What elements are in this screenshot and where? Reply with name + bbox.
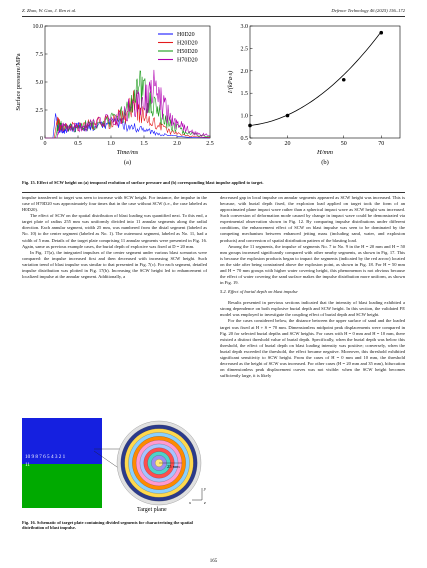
segment-11-label: 11 [25,462,30,468]
page-number: 165 [209,559,218,564]
y-tick-label: 2.5 [35,108,43,114]
axis-x-label: x [189,500,191,505]
figure-16 [22,418,210,513]
x-tick-label: 0 [248,141,252,147]
y-tick-label: 0.5 [240,136,248,142]
axis-y-label: y [204,486,206,491]
section-heading: 5.2. Effect of burial depth on blast impulse [220,289,298,295]
paragraph: Among the 11 segments, the impulse of segments No. 7 to No. 9 in the H = 20 mm and H = 50 mm groups increased significantly compared with other nearby segments, as shown in Fig. 17. This is because the explosion products began to impact the segments (indicated by the red arrow) located on the side after being constrained above the explosion point, as shown in Fig. 18. For H = 50 mm and H = 70 mm groups with higher water covering height, this phenomenon is not obvious because the effect of water covering the sand surface makes the impulse distribution more uniform, as shown in Fig. 19. [220,243,405,286]
x-axis-label: H/mm [317,149,333,156]
figure-16-caption: Fig. 16. Schematic of target plate containing divided segments for characterizing the spatial distribution of blast impulse. [22,520,193,531]
y-tick-label: 1.5 [240,91,248,98]
x-tick-label: 1.5 [140,141,148,147]
chart-a [10,22,220,166]
x-tick-label: 0.5 [74,141,82,147]
y-tick-label: 1.0 [240,113,248,120]
x-axis-label: Time/ms [116,149,139,156]
legend-label: H50D20 [177,49,198,56]
data-point [286,114,290,118]
y-tick-label: 2.0 [240,68,248,75]
data-point [342,78,346,82]
axis-z-label: z [204,500,206,505]
x-tick-label: 2.5 [206,141,214,147]
panel-label: (a) [123,159,132,166]
y-tick-label: 3.0 [240,24,248,30]
paragraph: For the cases considered below, the distance between the upper surface of sand and the loaded target was fixed at H + S = 70 mm. Dimensionless midpoint peak displacements were compared in Fig. 20 for selected burial depths and SCW heights. For cases with H = 0 mm and H = 10 mm, there existed a distinct threshold value of burial depth. Specifically, when the burial depth was below this threshold, the effect of burial depth on blast loading intensity was positive; conversely, when the burial depth exceeded the threshold, the effect became negative. Moreover, this threshold exhibited significant sensitivity to SCW height. From the cases of H = 0 mm and 10 mm, the threshold decreased as the height of SCW was increased. For other cases (H = 20 mm and 35 mm), bifurcation on dimensionless peak displacement curves was not visible: when the SCW height becomes sufficiently large, it is likely [220,318,405,379]
y-axis-label: Surface pressure/MPa [15,53,22,111]
chart-b [222,22,412,166]
data-point [248,124,252,128]
scale-label: 25 mm [167,464,180,469]
x-tick-label: 1.0 [107,141,115,147]
left-column-text [22,195,207,280]
running-header-left: Z. Zhao, W. Gao, J. Ren et al. [22,8,77,13]
x-tick-label: 20 [284,141,291,147]
running-header-right: Defence Technology 46 (2025) 156–172 [331,8,405,13]
plot-frame [250,26,400,138]
right-column-text [220,195,405,379]
y-tick-label: 5.0 [35,80,43,86]
x-tick-label: 2.0 [173,141,181,147]
paragraph: Results presented in previous sections indicated that the intensity of blast loading exhibited a strong dependence on both explosive burial depth and SCW height. In this section, the validated FE model was employed to investigate the coupling effect of burial depth and SCW height. [220,300,405,318]
paragraph: impulse transferred to target was seen to increase with SCW height. For instance, the impulse in the case of H70D20 was approximately four times that in the case without SCW (i.e., the case labeled as H0D20). [22,195,207,213]
header-rule [22,16,405,17]
y-tick-label: 2.5 [240,46,248,53]
y-tick-label: 7.5 [35,52,43,58]
x-tick-label: 50 [340,141,347,147]
caption-rule [22,192,405,193]
fit-curve [250,32,381,126]
panel-label: (b) [321,159,329,166]
figure-15-caption: Fig. 15. Effect of SCW height on (a) temporal evolution of surface pressure and (b) corresponding blast impulse applied to target. [22,180,264,185]
y-tick-label: 0 [40,136,43,142]
legend-label: H0D20 [177,32,195,39]
x-tick-label: 0 [43,141,47,147]
x-tick-label: 70 [378,141,385,147]
legend-label: H70D20 [177,57,198,64]
paragraph: In Fig. 17(a), the integrated impulses of the center segment under various blast scenarios were compared: the impulse increased first and then decreased with increasing SCW height. Such variation trend of blast impulse was similar to that presented in Fig. 7(c). For each segment, detailed impulse distribution was plotted in Fig. 17(b). Increasing the SCW height led to enhancement of localized impulse at the annular segment. Additionally, a [22,249,207,280]
y-axis-label: I/(kPa·s) [227,70,234,94]
target-plane-label: Target plane [137,507,167,513]
y-tick-label: 10.0 [32,24,43,30]
data-point [379,31,383,35]
segment-numbers: 10 9 8 7 6 5 4 3 2 1 [25,454,66,460]
paragraph: The effect of SCW on the spatial distribution of blast loading was quantified next. To this end, a target plate of radius 255 mm was uniformly divided into 11 annular segments along the radial direction. Each annular segment, width 25 mm, was numbered from the distal segment (labeled as No. 10) to the center segment (labeled as No. 1). The outermost segment, labeled as No. 11, had a width of 5 mm. Details of the target plate comprising 11 annular segments were presented in Fig. 16. Again, same as previous example cases, the burial depth of explosive was fixed at D = 20 mm. [22,213,207,249]
legend-label: H20D20 [177,40,198,47]
paragraph: decreased gap in local impulse on annular segments appeared as SCW height was increased. This is because, with burial depth fixed, the explosion load applied on target took the form of an approximated plane impact wave rather than a spherical impact wave as SCW height was increased. Such conversion of deformation mode caused by change in impact wave could be demonstrated via experimental observation shown in Fig. 12. By comparing impulse distributions under different conditions, the enhancement effect of SCW on blast impulse was seen to be dominated by the competing mechanism between enhanced jetting mass (including sand, water, and explosion products) and conversion of spatial distribution pattern of the blasting load. [220,195,405,243]
